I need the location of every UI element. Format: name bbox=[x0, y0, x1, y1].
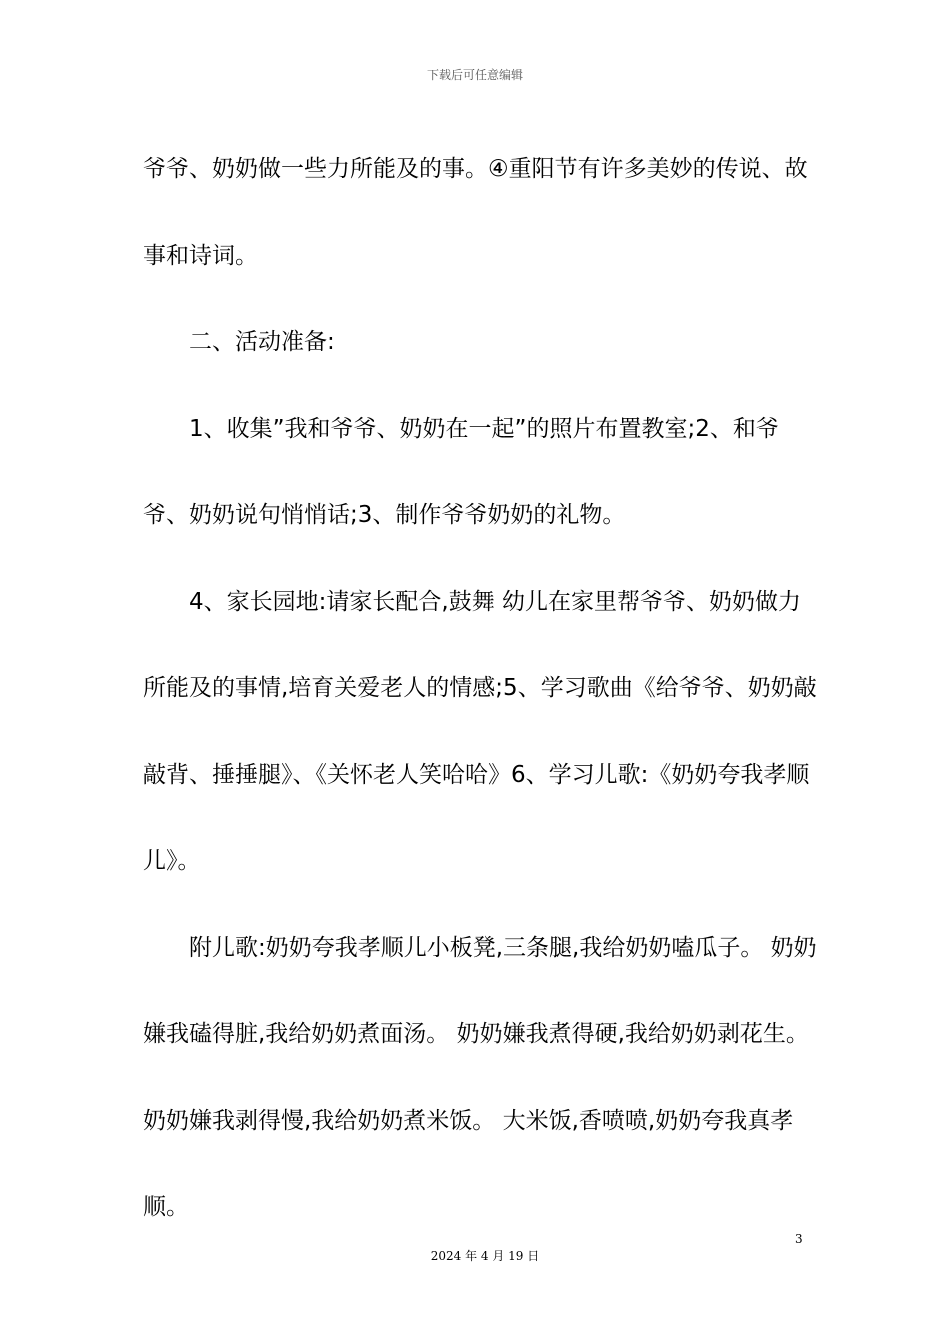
paragraph-3: 1、收集”我和爷爷、奶奶在一起”的照片布置教室;2、和爷爷、奶奶说句悄悄话;3、制作爷爷奶奶的礼物。 bbox=[143, 415, 779, 528]
page-header: 下载后可任意编辑 bbox=[426, 68, 523, 82]
paragraph-4: 4、家长园地:请家长配合,鼓舞 幼儿在家里帮爷爷、奶奶做力所能及的事情,培育关爱老人的情感;5、学习歌曲《给爷爷、奶奶敲敲背、捶捶腿》、《关怀老人笑哈哈》6、学习儿歌:《奶奶夸我孝顺儿》。 bbox=[143, 588, 817, 874]
paragraph-2-heading: 二、活动准备: bbox=[189, 329, 335, 355]
page-number: 3 bbox=[795, 1232, 803, 1246]
document-body bbox=[143, 126, 823, 1251]
paragraph-1: 爷爷、奶奶做一些力所能及的事。④重阳节有许多美妙的传说、故事和诗词。 bbox=[143, 156, 808, 269]
footer-date: 2024 年 4 月 19 日 bbox=[430, 1249, 540, 1263]
paragraph-5-rhyme: 附儿歌:奶奶夸我孝顺儿小板凳,三条腿,我给奶奶嗑瓜子。 奶奶嫌我磕得脏,我给奶奶煮面汤。 奶奶嫌我煮得硬,我给奶奶剥花生。 奶奶嫌我剥得慢,我给奶奶煮米饭。 大米饭,香喷喷,奶奶夸我真孝顺。 bbox=[143, 934, 817, 1220]
